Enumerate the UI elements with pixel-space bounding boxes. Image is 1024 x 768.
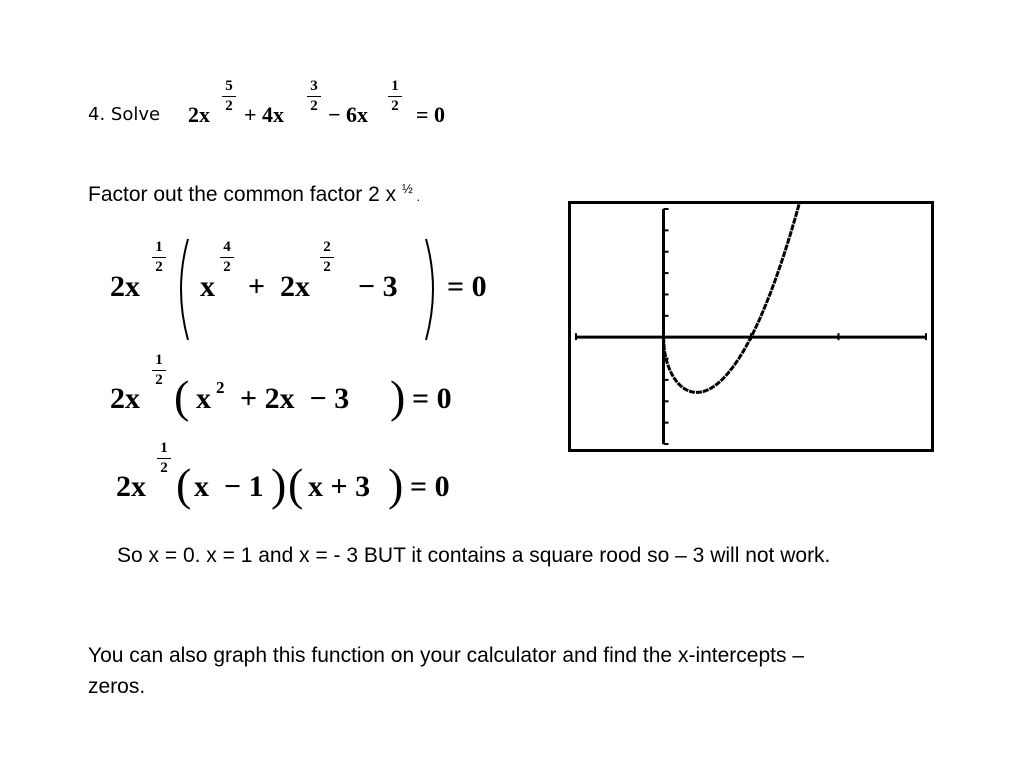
step1-lead: 2x [110, 270, 140, 303]
eq-term-1: 2x [188, 102, 210, 127]
factor-instruction [88, 173, 420, 212]
calculator-graph [568, 201, 934, 452]
eq-op-plus: + [244, 102, 257, 127]
conclusion-text: So x = 0. x = 1 and x = - 3 BUT it contains a square rood so – 3 will not work. [117, 544, 831, 567]
step-1-equation [110, 237, 510, 347]
step-3-equation [116, 440, 516, 520]
step1-right-bracket [422, 237, 442, 342]
step1-plus: + [248, 270, 266, 303]
step1-term-a-exponent: $\frac{4}{2}$ [220, 239, 234, 276]
factor-exponent: ½ [401, 181, 413, 196]
step3-rhs: = 0 [410, 470, 450, 503]
step-2-equation [110, 352, 510, 437]
step1-rhs: = 0 [447, 270, 487, 303]
step1-lead-exponent: $\frac{1}{2}$ [152, 239, 166, 276]
step3-paren-1-close: ) [271, 459, 287, 510]
step3-paren-2-close: ) [388, 459, 404, 510]
step2-lead: 2x [110, 382, 140, 415]
step1-term-c: − 3 [358, 270, 398, 303]
problem-equation [188, 78, 488, 138]
step3-paren-2-open: ( [288, 459, 304, 510]
eq-exponent-1: $\frac{5}{2}$ [222, 78, 236, 115]
step3-factor-1: x − 1 [194, 470, 264, 503]
eq-rhs: = 0 [416, 102, 446, 127]
problem-label: 4. Solve [88, 104, 161, 125]
step3-lead-exponent: $\frac{1}{2}$ [157, 440, 171, 477]
step3-factor-2: x + 3 [308, 470, 371, 503]
eq-term-2: 4x [262, 102, 284, 127]
problem-line [88, 78, 488, 138]
step2-rhs: = 0 [412, 382, 452, 415]
step1-term-b-exponent: $\frac{2}{2}$ [320, 239, 334, 276]
eq-exponent-2: $\frac{3}{2}$ [307, 78, 321, 115]
step3-lead: 2x [116, 470, 146, 503]
step2-term-a: x [196, 382, 211, 415]
factor-tail: . [412, 189, 421, 204]
step2-left-paren: ( [174, 371, 190, 422]
step1-term-a: x [200, 270, 215, 303]
eq-exponent-3: $\frac{1}{2}$ [388, 78, 402, 115]
step1-term-b: 2x [280, 270, 310, 303]
step2-right-paren: ) [390, 371, 406, 422]
step2-rest: + 2x − 3 [240, 382, 350, 415]
eq-op-minus: − [328, 102, 341, 127]
step2-term-a-exponent: 2 [216, 378, 225, 397]
factor-text: Factor out the common factor 2 x [88, 183, 397, 206]
step3-paren-1-open: ( [176, 459, 192, 510]
step1-left-bracket [172, 237, 192, 342]
graph-frame [570, 203, 933, 451]
closing-text: You can also graph this function on your calculator and find the x-intercepts – zeros. [88, 644, 804, 698]
eq-term-3: 6x [346, 102, 368, 127]
step2-lead-exponent: $\frac{1}{2}$ [152, 352, 166, 389]
